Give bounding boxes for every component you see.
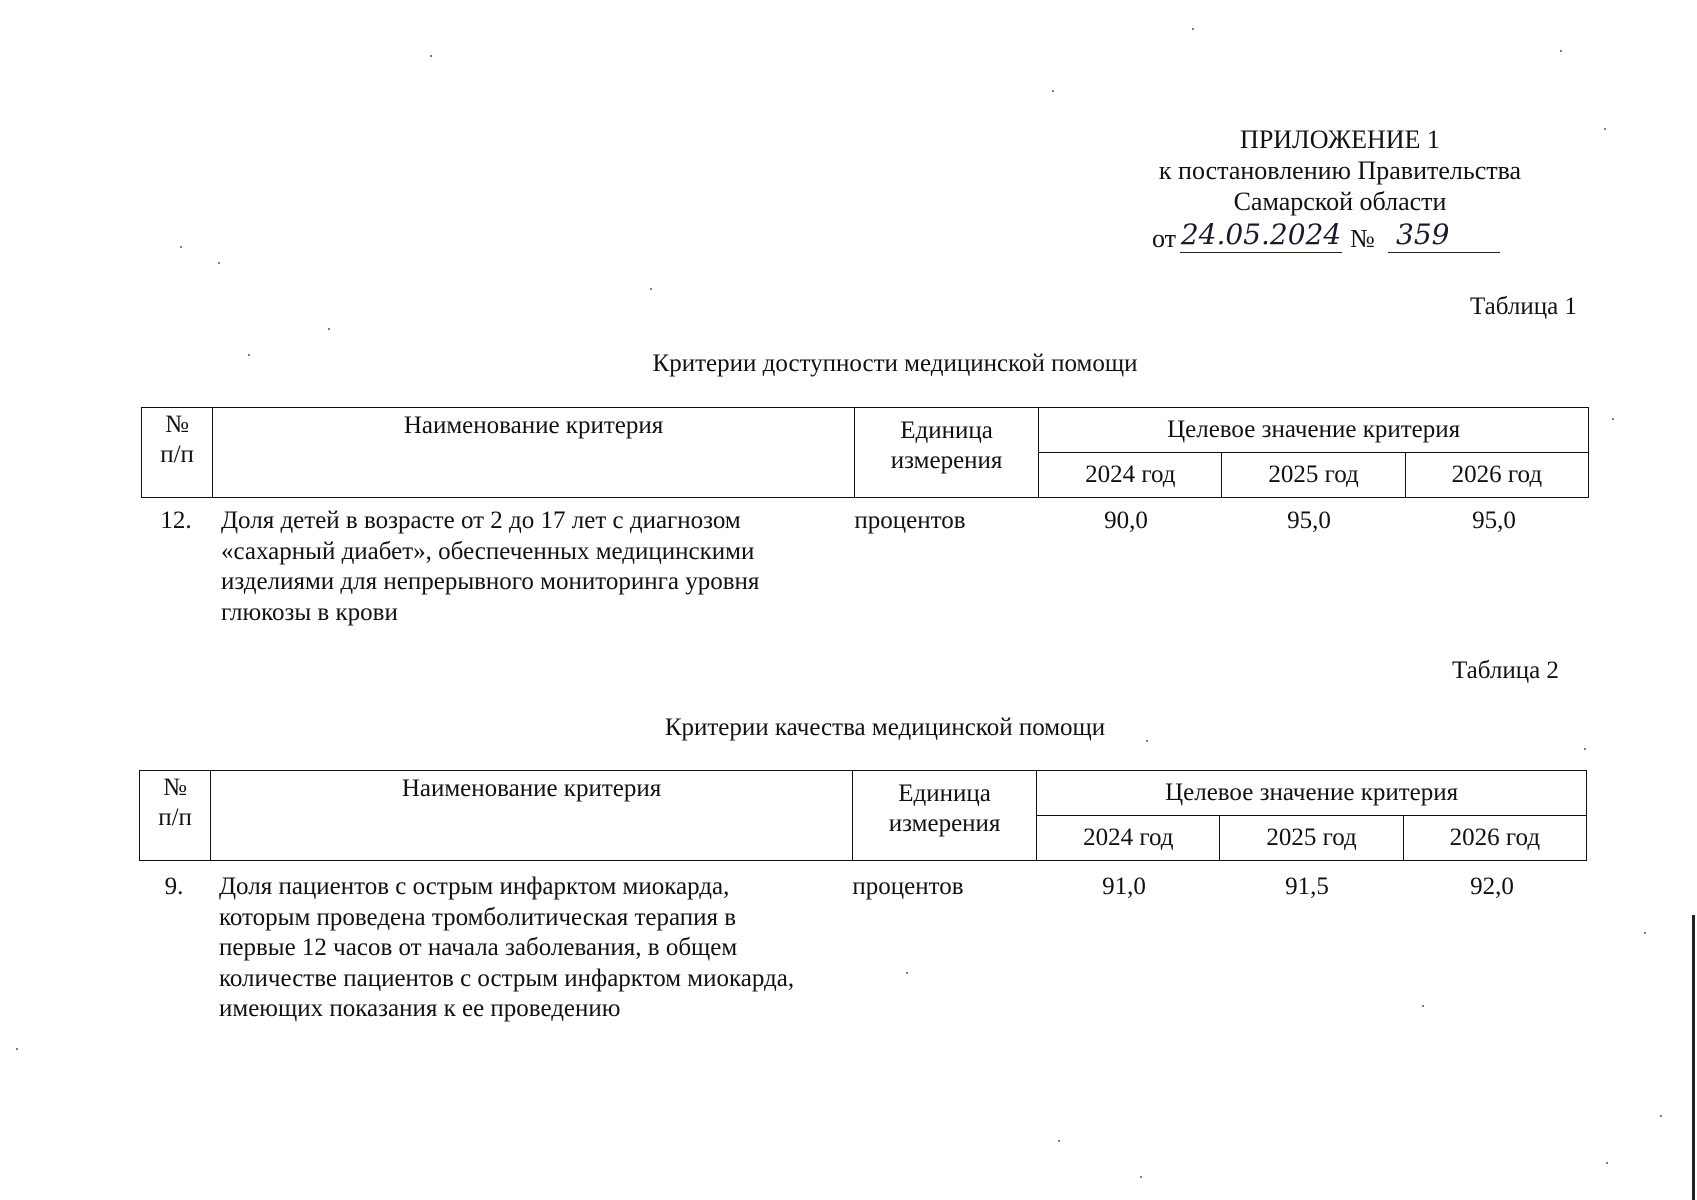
appendix-line-2: Самарской области bbox=[1233, 187, 1447, 216]
header-num-label: № п/п bbox=[158, 774, 192, 831]
header-year-2025: 2025 год bbox=[1220, 816, 1403, 861]
header-year-2024: 2024 год bbox=[1037, 816, 1220, 861]
table1-row bbox=[143, 506, 1593, 636]
scan-speck bbox=[1584, 748, 1586, 750]
scan-speck bbox=[218, 262, 220, 264]
appendix-title: ПРИЛОЖЕНИЕ 1 bbox=[1240, 125, 1440, 154]
row-number: 12. bbox=[160, 507, 192, 534]
row-criterion-name: Доля детей в возрасте от 2 до 17 лет с диагнозом «сахарный диабет», обеспеченных медицинскими изделиями для непрерывного мониторинга уровня глюкозы в крови bbox=[221, 507, 760, 626]
scan-speck bbox=[1606, 1162, 1608, 1164]
header-year-2025: 2025 год bbox=[1222, 453, 1405, 498]
scan-speck bbox=[1146, 740, 1148, 742]
scan-speck bbox=[430, 55, 432, 57]
row-value-2025: 95,0 bbox=[1287, 507, 1331, 534]
header-target: Целевое значение критерия bbox=[1039, 408, 1589, 453]
row-criterion-name: Доля пациентов с острым инфарктом миокарда, которым проведена тромболитическая терапия в первые 12 часов от начала заболевания, в общем количестве пациентов с острым инфарктом миокарда, имеющих показания к ее проведению bbox=[219, 873, 795, 1022]
header-num bbox=[140, 771, 211, 861]
header-year-2026: 2026 год bbox=[1405, 453, 1588, 498]
table2-title: Критерии качества медицинской помощи bbox=[664, 714, 1106, 741]
row-value-2025: 91,5 bbox=[1285, 873, 1329, 900]
scan-speck bbox=[328, 328, 330, 330]
header-unit bbox=[854, 408, 1038, 498]
table1-title: Критерии доступности медицинской помощи bbox=[652, 350, 1138, 377]
row-number: 9. bbox=[164, 873, 184, 900]
scan-speck bbox=[1052, 90, 1054, 92]
header-target: Целевое значение критерия bbox=[1037, 771, 1587, 816]
row-value-2026: 95,0 bbox=[1472, 507, 1516, 534]
header-year-2026: 2026 год bbox=[1403, 816, 1586, 861]
table1-caption: Таблица 1 bbox=[1470, 293, 1577, 320]
header-unit-label: Единица измерения bbox=[890, 417, 1003, 474]
table1-header bbox=[141, 407, 1589, 498]
handwritten-date: 24.05.2024 bbox=[1180, 218, 1342, 251]
row-value-2024: 90,0 bbox=[1104, 507, 1148, 534]
header-name: Наименование критерия bbox=[213, 408, 855, 498]
header-unit-label: Единица измерения bbox=[888, 780, 1001, 837]
scan-speck bbox=[1422, 1005, 1424, 1007]
scan-speck bbox=[1604, 128, 1606, 130]
row-value-2026: 92,0 bbox=[1470, 873, 1514, 900]
scan-speck bbox=[1192, 28, 1194, 30]
row-value-2024: 91,0 bbox=[1102, 873, 1146, 900]
scan-speck bbox=[16, 1048, 18, 1050]
table2-header bbox=[139, 770, 1587, 861]
scan-speck bbox=[1058, 1140, 1060, 1142]
appendix-line-1: к постановлению Правительства bbox=[1158, 156, 1522, 185]
scan-speck bbox=[248, 354, 250, 356]
scan-edge-mark bbox=[1692, 915, 1695, 1200]
appendix-header bbox=[1080, 124, 1600, 217]
scan-speck bbox=[180, 246, 182, 248]
scan-speck bbox=[1644, 932, 1646, 934]
scan-speck bbox=[650, 288, 652, 290]
table2-caption: Таблица 2 bbox=[1452, 657, 1559, 684]
scan-speck bbox=[906, 972, 908, 974]
scan-speck bbox=[1560, 50, 1562, 52]
resolution-reference bbox=[1152, 218, 1512, 258]
scan-speck bbox=[1612, 418, 1614, 420]
header-num-label: № п/п bbox=[160, 411, 194, 468]
row-unit: процентов bbox=[852, 873, 964, 900]
table2-row bbox=[141, 872, 1591, 1032]
handwritten-number: 359 bbox=[1388, 218, 1500, 253]
scan-speck bbox=[1140, 1176, 1142, 1178]
scan-speck bbox=[1660, 1115, 1662, 1117]
row-unit: процентов bbox=[854, 507, 966, 534]
from-label: от bbox=[1152, 224, 1177, 253]
header-year-2024: 2024 год bbox=[1039, 453, 1222, 498]
header-unit bbox=[852, 771, 1036, 861]
number-label: № bbox=[1350, 224, 1375, 253]
header-num bbox=[142, 408, 213, 498]
header-name: Наименование критерия bbox=[211, 771, 853, 861]
